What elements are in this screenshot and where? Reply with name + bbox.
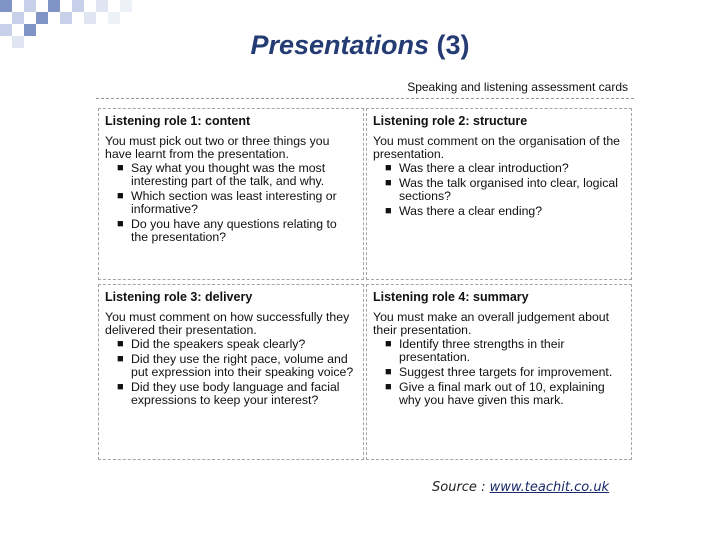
bullet-text: Did the speakers speak clearly? <box>131 337 306 351</box>
list-item <box>117 217 357 244</box>
bullet-text: Give a final mark out of 10, explaining why you have given this mark. <box>399 380 605 407</box>
card-bullet-list <box>105 162 357 244</box>
card-bullet-list <box>105 338 357 407</box>
card-listening-role-4 <box>366 284 632 460</box>
bullet-icon: ■ <box>385 205 392 217</box>
bullet-icon: ■ <box>117 381 124 393</box>
bullet-icon: ■ <box>385 381 392 393</box>
bullet-text: Identify three strengths in their presentation. <box>399 337 565 364</box>
assessment-cards-document <box>96 74 634 462</box>
list-item <box>385 365 625 379</box>
card-title: Listening role 3: delivery <box>105 290 253 304</box>
bullet-icon: ■ <box>117 162 124 174</box>
bullet-text: Suggest three targets for improvement. <box>399 365 613 379</box>
list-item <box>385 176 625 203</box>
list-item <box>117 189 357 216</box>
card-listening-role-2 <box>366 108 632 280</box>
list-item <box>385 337 625 364</box>
list-item <box>117 337 357 351</box>
bullet-icon: ■ <box>117 338 124 350</box>
card-intro: You must comment on how successfully they delivered their presentation. <box>105 310 350 337</box>
bullet-text: Was the talk organised into clear, logical sections? <box>399 176 618 203</box>
bullet-icon: ■ <box>117 353 124 365</box>
list-item <box>385 380 625 407</box>
card-title: Listening role 2: structure <box>373 114 528 128</box>
source-label: Source : <box>432 480 490 495</box>
bullet-icon: ■ <box>385 338 392 350</box>
card-listening-role-3 <box>98 284 364 460</box>
bullet-text: Was there a clear ending? <box>399 204 543 218</box>
card-intro: You must comment on the organisation of the presentation. <box>373 134 621 161</box>
source-link[interactable]: www.teachit.co.uk <box>489 480 610 495</box>
bullet-text: Do you have any questions relating to the presentation? <box>131 217 337 244</box>
list-item <box>385 204 625 218</box>
card-listening-role-1 <box>98 108 364 280</box>
bullet-icon: ■ <box>117 218 124 230</box>
source-credit <box>432 480 609 495</box>
bullet-text: Was there a clear introduction? <box>399 161 569 175</box>
page-title-text: Presentations <box>250 30 430 60</box>
card-intro: You must make an overall judgement about their presentation. <box>373 310 610 337</box>
bullet-icon: ■ <box>385 162 392 174</box>
bullet-text: Which section was least interesting or informative? <box>131 189 337 216</box>
list-item <box>117 352 357 379</box>
bullet-text: Did they use body language and facial expressions to keep your interest? <box>131 380 340 407</box>
page-title-number: (3) <box>436 30 470 60</box>
document-header: Speaking and listening assessment cards <box>407 80 628 94</box>
card-title: Listening role 4: summary <box>373 290 529 304</box>
bullet-icon: ■ <box>385 366 392 378</box>
card-title: Listening role 1: content <box>105 114 251 128</box>
header-divider <box>96 98 634 99</box>
list-item <box>385 161 625 175</box>
list-item <box>117 161 357 188</box>
page-title <box>0 30 720 61</box>
bullet-text: Did they use the right pace, volume and put expression into their speaking voice? <box>131 352 354 379</box>
card-intro: You must pick out two or three things you have learnt from the presentation. <box>105 134 330 161</box>
card-bullet-list <box>373 162 625 218</box>
bullet-text: Say what you thought was the most interesting part of the talk, and why. <box>131 161 326 188</box>
bullet-icon: ■ <box>385 177 392 189</box>
card-bullet-list <box>373 338 625 407</box>
bullet-icon: ■ <box>117 190 124 202</box>
list-item <box>117 380 357 407</box>
